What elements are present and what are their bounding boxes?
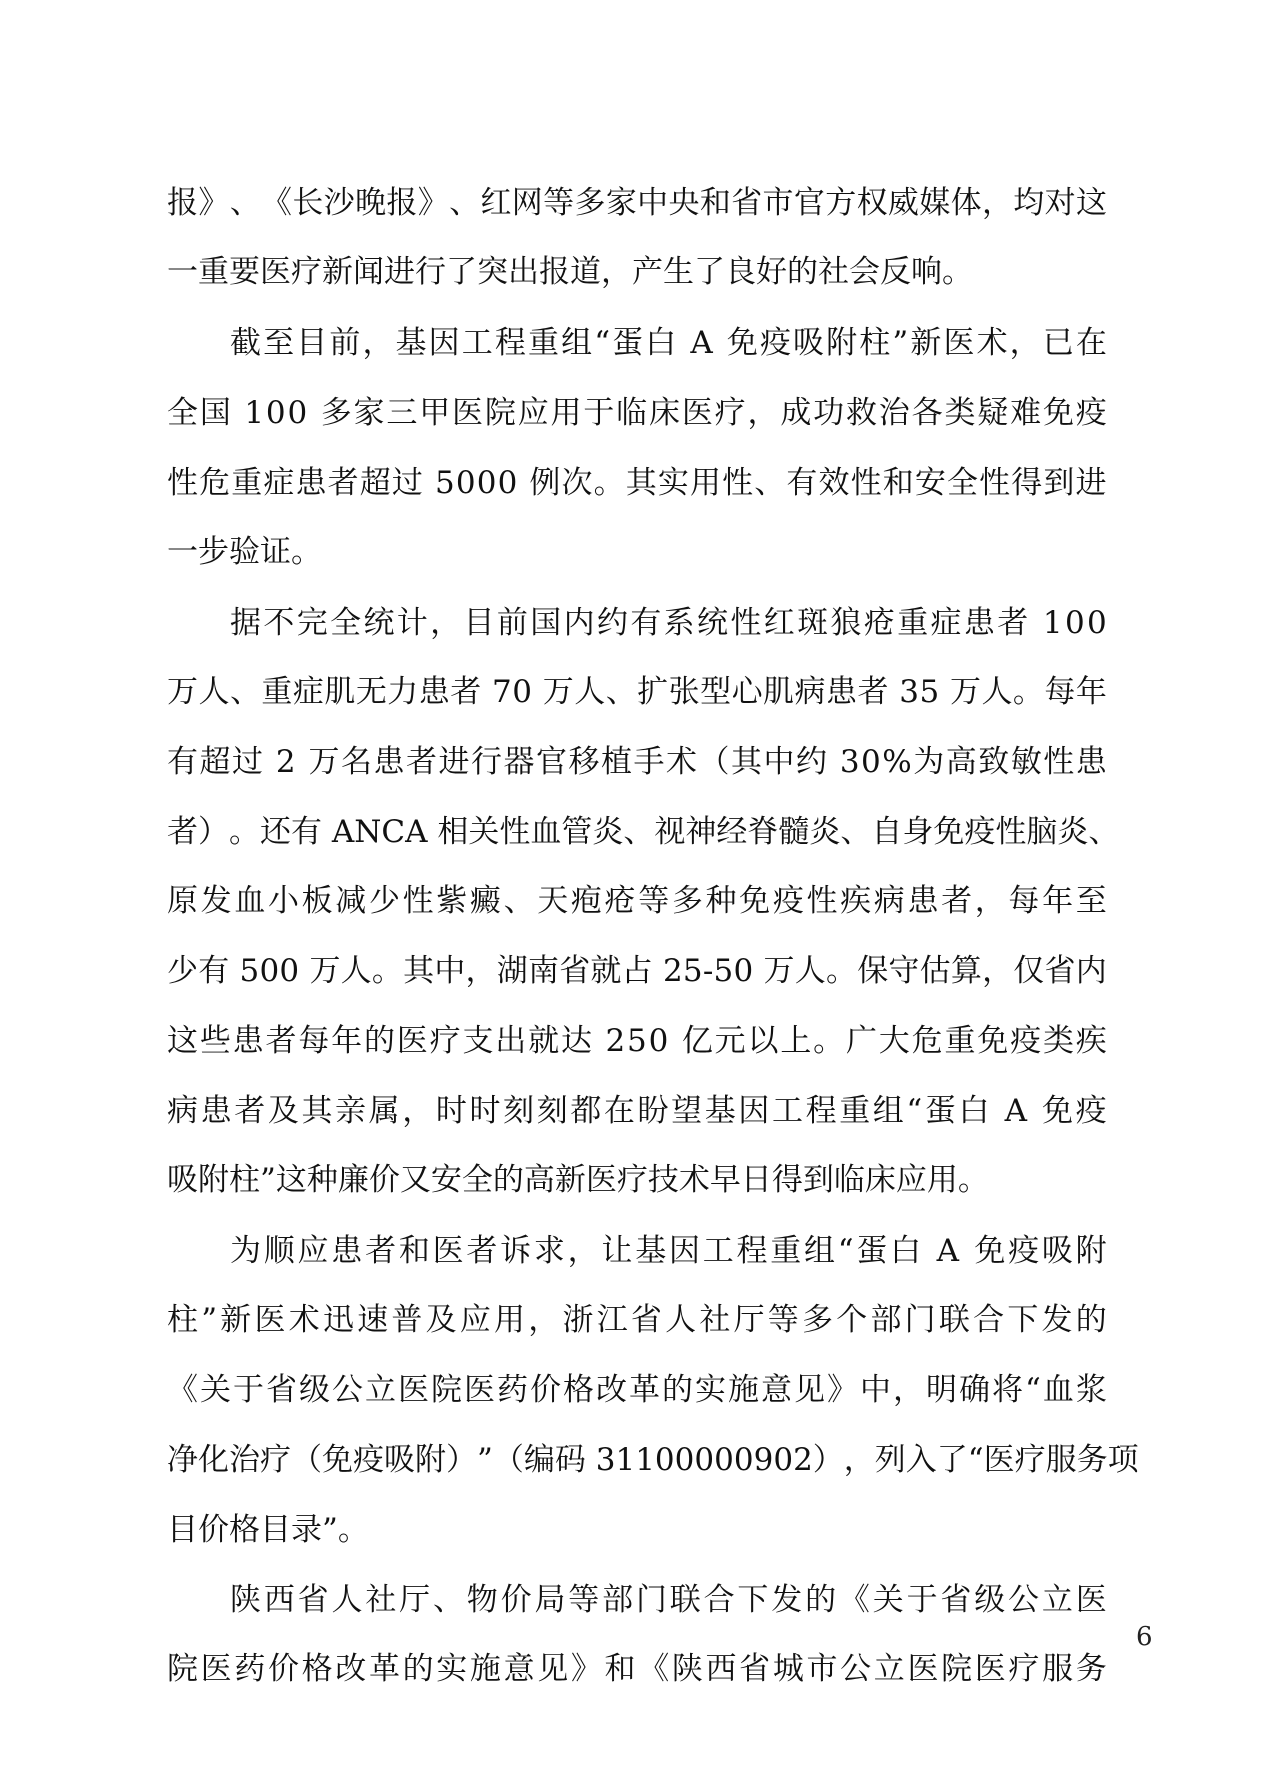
text-line: 报 》 、 《 长 沙 晚 报 》 、 红 网 等 多 家 中 央 和 省 市 官 方 权 威 媒 体 ， 均 对 这: [167, 185, 1107, 221]
text-line: 性 危 重 症 患 者 超 过 5 0 0 0 例 次 。 其 实 用 性 、 有 效 性 和 安 全 性 得 到 进: [167, 465, 1107, 501]
text-line: 据 不 完 全 统 计 ， 目 前 国 内 约 有 系 统 性 红 斑 狼 疮 重 症 患 者 1 0 0: [230, 605, 1107, 641]
text-line: 原 发 血 小 板 减 少 性 紫 癜 、 天 疱 疮 等 多 种 免 疫 性 疾 病 患 者 ， 每 年 至: [167, 883, 1107, 919]
text-line: 院 医 药 价 格 改 革 的 实 施 意 见 》 和 《 陕 西 省 城 市 公 立 医 院 医 疗 服 务: [167, 1651, 1107, 1687]
text-line: 目价格目录”。: [167, 1512, 369, 1548]
text-line: 这 些 患 者 每 年 的 医 疗 支 出 就 达 2 5 0 亿 元 以 上 。 广 大 危 重 免 疫 类 疾: [167, 1023, 1107, 1059]
text-line: 《 关 于 省 级 公 立 医 院 医 药 价 格 改 革 的 实 施 意 见 》 中 ， 明 确 将 “ 血 浆: [167, 1372, 1107, 1408]
text-line: 全 国 1 0 0 多 家 三 甲 医 院 应 用 于 临 床 医 疗 ， 成 功 救 治 各 类 疑 难 免 疫: [167, 395, 1107, 431]
text-line: 截 至 目 前 ， 基 因 工 程 重 组 “ 蛋 白 A 免 疫 吸 附 柱 ” 新 医 术 ， 已 在: [230, 325, 1107, 361]
text-line: 柱 ” 新 医 术 迅 速 普 及 应 用 ， 浙 江 省 人 社 厅 等 多 个 部 门 联 合 下 发 的: [167, 1302, 1107, 1338]
text-line: 少 有 5 0 0 万 人 。 其 中 ， 湖 南 省 就 占 2 5 - 5 0 万 人 。 保 守 估 算 ， 仅 省 内: [167, 953, 1107, 989]
text-line: 陕 西 省 人 社 厅 、 物 价 局 等 部 门 联 合 下 发 的 《 关 于 省 级 公 立 医: [230, 1582, 1107, 1618]
text-line: 一步验证。: [167, 534, 322, 570]
text-line: 万 人 、 重 症 肌 无 力 患 者 7 0 万 人 、 扩 张 型 心 肌 病 患 者 3 5 万 人 。 每 年: [167, 674, 1107, 710]
text-line: 者 ） 。 还 有 A N C A 相 关 性 血 管 炎 、 视 神 经 脊 髓 炎 、 自 身 免 疫 性 脑 炎 、: [167, 814, 1120, 850]
text-line: 病 患 者 及 其 亲 属 ， 时 时 刻 刻 都 在 盼 望 基 因 工 程 重 组 “ 蛋 白 A 免 疫: [167, 1093, 1107, 1129]
text-line: 有 超 过 2 万 名 患 者 进 行 器 官 移 植 手 术 （ 其 中 约 3 0 % 为 高 致 敏 性 患: [167, 744, 1107, 780]
text-line: 吸附柱”这种廉价又安全的高新医疗技术早日得到临床应用。: [167, 1162, 989, 1198]
text-line: 一重要医疗新闻进行了突出报道，产生了良好的社会反响。: [167, 254, 973, 290]
page-number: 6: [1136, 1622, 1153, 1652]
text-line: 净 化 治 疗 （ 免 疫 吸 附 ） ” （ 编 码 3 1 1 0 0 0 0 0 9 0 2 ） ， 列 入 了 “ 医 疗 服 务 项: [167, 1442, 1139, 1478]
text-line: 为 顺 应 患 者 和 医 者 诉 求 ， 让 基 因 工 程 重 组 “ 蛋 白 A 免 疫 吸 附: [230, 1233, 1107, 1269]
